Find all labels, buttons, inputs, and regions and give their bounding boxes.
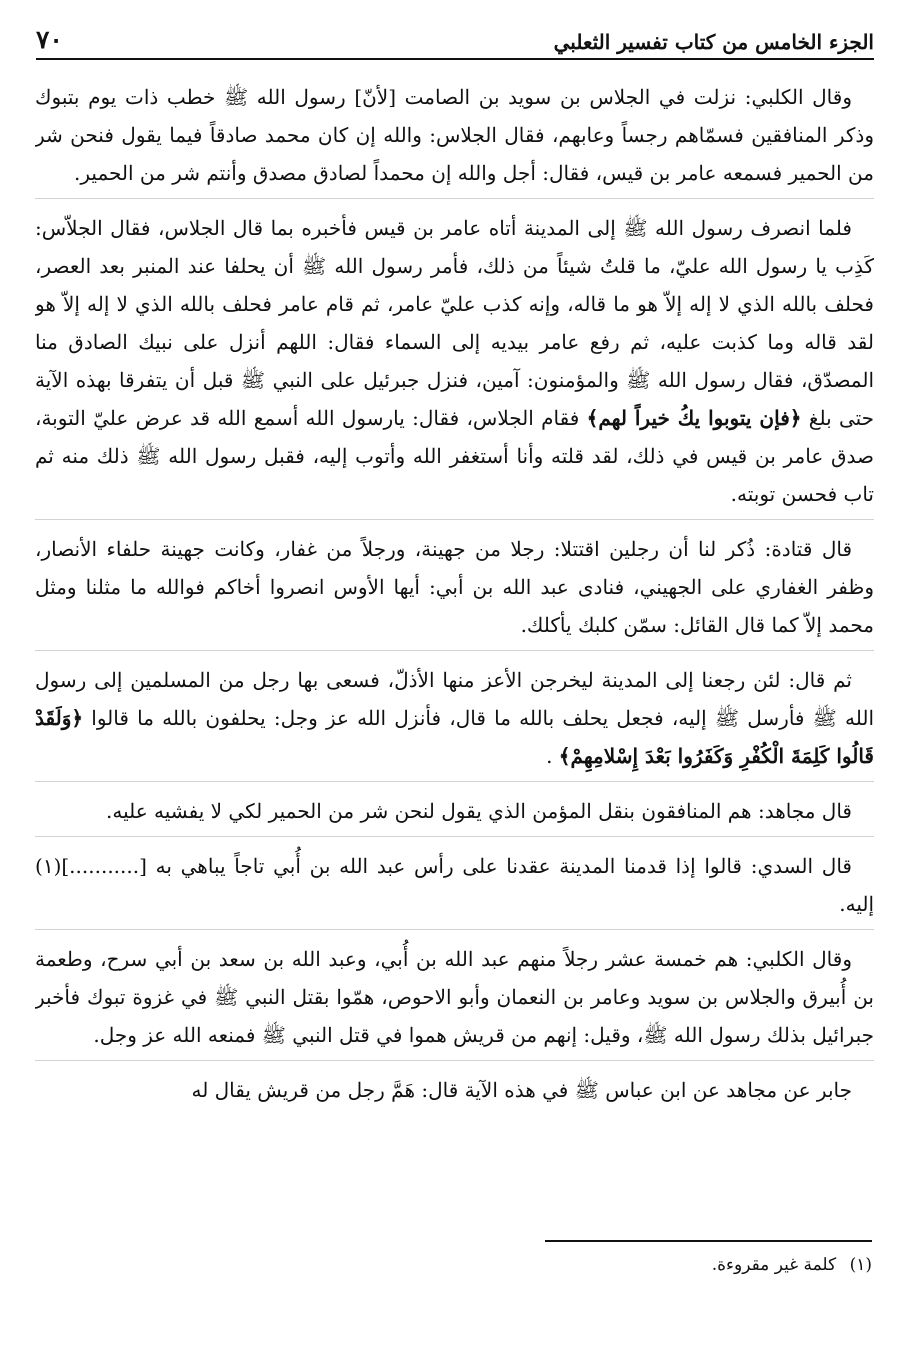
footnote <box>36 1254 872 1278</box>
paragraph-text: وقال الكلبي: هم خمسة عشر رجلاً منهم عبد الله بن أُبي، وعبد الله بن سعد بن أبي سرح، وطعمة بن أُبيرق والجلاس بن سويد وعامر بن النعمان وأبو الاحوص، همّوا بقتل النبي ﷺ في غزوة تبوك فأخبر جبرائيل بذلك رسول الله ﷺ، وقيل: إنهم من قريش هموا في قتل النبي ﷺ فمنعه الله عز وجل. <box>35 947 874 1047</box>
main-text <box>35 78 874 1193</box>
footnote-marker: (١) <box>849 1255 872 1275</box>
paragraph <box>35 209 874 520</box>
paragraph <box>35 661 874 782</box>
paragraph <box>35 792 874 837</box>
paragraph-text: قال قتادة: ذُكر لنا أن رجلين اقتتلا: رجلا من جهينة، ورجلاً من غفار، وكانت جهينة حلفاء الأنصار، وظفر الغفاري على الجهيني، فنادى عبد الله بن أبي: أيها الأوس انصروا أخاكم فوالله ما مثلنا ومثل محمد إلاّ كما قال القائل: سمّن كلبك يأكلك. <box>35 537 874 637</box>
page-header <box>36 22 874 60</box>
paragraph <box>35 78 874 199</box>
paragraph-text: فلما انصرف رسول الله ﷺ إلى المدينة أتاه عامر بن قيس فأخبره بما قال الجلاس، فقال الجلاّس: كَذِب يا رسول الله عليّ، ما قلتُ شيئاً من ذلك، فأمر رسول الله ﷺ أن يحلفا عند المنبر بعد العصر، فحلف بالله الذي لا إله إلاّ هو ما قاله، وإنه كذب عليّ عامر، ثم قام عامر فحلف بالله الذي لا إله إلاّ هو لقد قاله وما كذبت عليه، ثم رفع عامر بيديه إلى السماء فقال: اللهم أنزل على نبيك الصادق منا المصدّق، فقال رسول الله ﷺ والمؤمنون: آمين، فنزل جبرئيل على النبي ﷺ قبل أن يتفرقا بهذه الآية حتى بلغ <box>35 216 874 430</box>
paragraph-text: فقام الجلاس، فقال: يارسول الله أسمع الله قد عرض عليّ التوبة، صدق عامر بن قيس في ذلك، لقد قلته وأنا أستغفر الله وأتوب إليه، فقبل رسول الله ﷺ ذلك منه ثم تاب فحسن توبته. <box>35 406 874 506</box>
paragraph-text: وقال الكلبي: نزلت في الجلاس بن سويد بن الصامت [لأنّ] رسول الله ﷺ خطب ذات يوم بتبوك وذكر المنافقين فسمّاهم رجساً وعابهم، فقال الجلاس: والله إن كان محمد صادقاً فيما يقول فنحن شر من الحمير فسمعه عامر بن قيس، فقال: أجل والله إن محمداً لصادق مصدق وأنتم شر من الحمير. <box>35 85 874 185</box>
paragraph-text: جابر عن مجاهد عن ابن عباس ﷺ في هذه الآية قال: هَمَّ رجل من قريش يقال له <box>191 1078 852 1102</box>
running-title: الجزء الخامس من كتاب تفسير الثعلبي <box>553 30 874 54</box>
page-number: ٧٠ <box>36 25 63 54</box>
paragraph <box>35 940 874 1061</box>
quran-quote: ﴿وَلَقَدْ قَالُوا كَلِمَةَ الْكُفْرِ وَكَفَرُوا بَعْدَ إِسْلامِهِمْ﴾ <box>35 706 874 768</box>
paragraph-text: قال مجاهد: هم المنافقون بنقل المؤمن الذي يقول لنحن شر من الحمير لكي لا يفشيه عليه. <box>106 799 852 823</box>
footnote-text: كلمة غير مقروءة. <box>711 1255 837 1275</box>
paragraph <box>35 1071 874 1115</box>
paragraph <box>35 530 874 651</box>
quran-quote: ﴿فإن يتوبوا يكُ خيراً لهم﴾ <box>586 406 802 430</box>
footnote-divider <box>545 1240 872 1242</box>
paragraph-text: ثم قال: لئن رجعنا إلى المدينة ليخرجن الأعز منها الأذلّ، فسعى بها رجل من المسلمين إلى رسول الله ﷺ فأرسل ﷺ إليه، فجعل يحلف بالله ما قال، فأنزل الله عز وجل: يحلفون بالله ما قالوا <box>35 668 874 730</box>
paragraph <box>35 847 874 930</box>
paragraph-text: . <box>546 744 553 768</box>
paragraph-text: قال السدي: قالوا إذا قدمنا المدينة عقدنا على رأس عبد الله بن أُبي تاجاً يباهي به [...........](١) إليه. <box>35 854 874 916</box>
